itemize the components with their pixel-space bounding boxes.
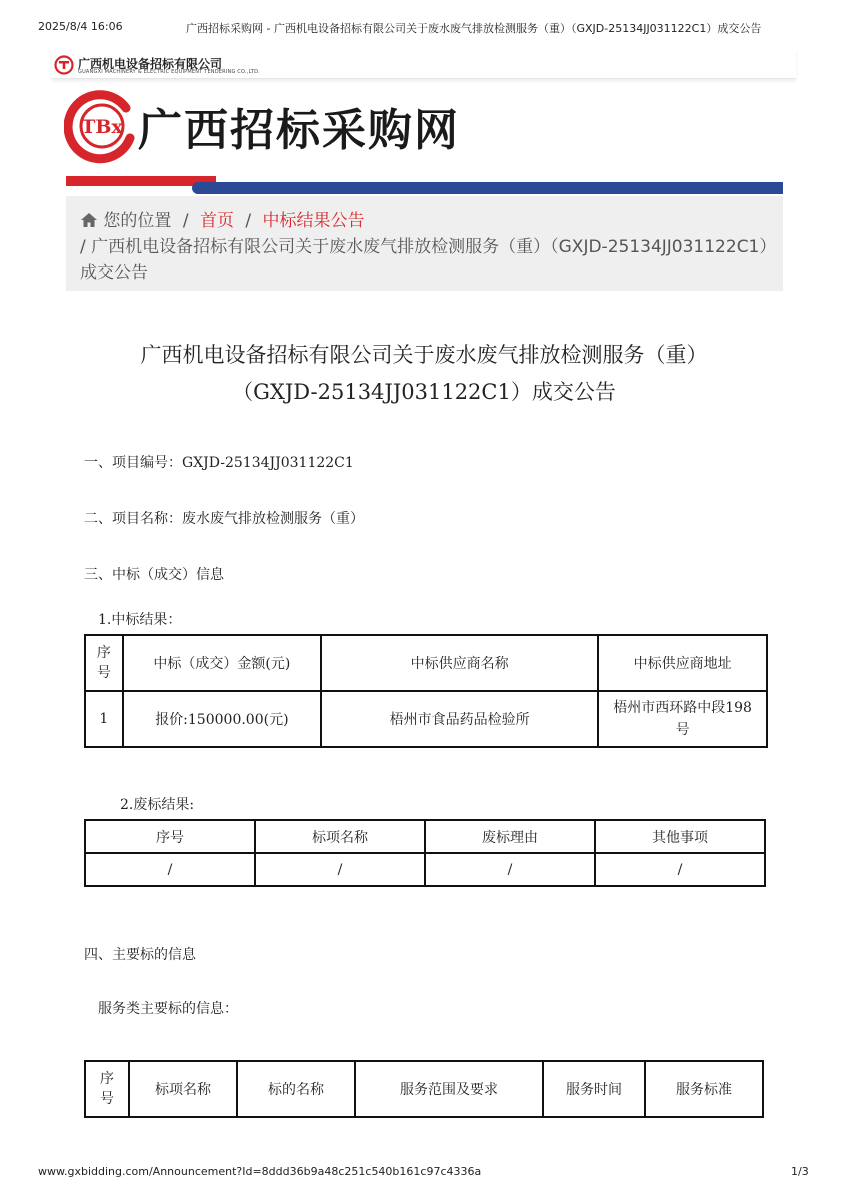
table-header-cell: 标的名称 <box>237 1061 355 1117</box>
void-table <box>84 819 766 887</box>
award-results-label: 1.中标结果： <box>98 612 182 628</box>
table-header-row <box>85 635 767 691</box>
section-project-name: 二、项目名称：废水废气排放检测服务（重） <box>84 511 364 527</box>
table-cell: 报价:150000.00(元) <box>123 691 321 747</box>
table-header-cell: 其他事项 <box>595 820 765 853</box>
table-cell: 梧州市食品药品检验所 <box>321 691 598 747</box>
breadcrumb-label: 您的位置 <box>103 211 172 231</box>
home-icon <box>80 212 98 228</box>
table-header-cell: 序号 <box>85 820 255 853</box>
section-award-info: 三、中标（成交）信息 <box>84 567 224 583</box>
site-title[interactable]: 广西招标采购网 <box>138 105 460 156</box>
article-title-line2: （GXJD-25134JJ031122C1）成交公告 <box>232 380 616 404</box>
table-header-cell: 中标（成交）金额(元) <box>123 635 321 691</box>
company-logo-icon[interactable] <box>54 55 74 75</box>
service-table <box>84 1060 764 1118</box>
breadcrumb-current: / 广西机电设备招标有限公司关于废水废气排放检测服务（重）（GXJD-25134JJ031122C1）成交公告 <box>80 237 768 283</box>
service-subject-label: 服务类主要标的信息： <box>98 1001 238 1017</box>
table-cell: / <box>595 853 765 886</box>
table-row <box>85 691 767 747</box>
breadcrumb-separator: / <box>182 211 189 231</box>
table-header-cell: 中标供应商地址 <box>598 635 767 691</box>
table-header-row <box>85 1061 763 1117</box>
article-title-line1: 广西机电设备招标有限公司关于废水废气排放检测服务（重） <box>140 343 708 367</box>
print-page-number: 1/3 <box>791 1165 809 1178</box>
company-name-en: GUANGXI MACHINERY & ELECTRIC EQUIPMENT TENDERING CO.,LTD. <box>78 69 260 75</box>
print-page-title: 广西招标采购网 - 广西机电设备招标有限公司关于废水废气排放检测服务（重）（GXJD-25134JJ031122C1）成交公告 <box>186 22 762 35</box>
table-row <box>85 853 765 886</box>
table-header-cell: 标项名称 <box>255 820 425 853</box>
table-cell: / <box>425 853 595 886</box>
award-table <box>84 634 768 748</box>
table-cell: / <box>85 853 255 886</box>
article-title <box>60 337 788 411</box>
table-cell: 1 <box>85 691 123 747</box>
table-header-cell: 服务范围及要求 <box>355 1061 543 1117</box>
table-header-cell: 标项名称 <box>129 1061 237 1117</box>
section-main-subject: 四、主要标的信息 <box>84 947 196 963</box>
table-cell: 梧州市西环路中段198号 <box>598 691 767 747</box>
table-header-cell: 中标供应商名称 <box>321 635 598 691</box>
banner-stripe-blue <box>192 182 783 194</box>
table-header-row <box>85 820 765 853</box>
table-header-cell: 服务标准 <box>645 1061 763 1117</box>
table-cell: / <box>255 853 425 886</box>
section-project-number: 一、项目编号：GXJD-25134JJ031122C1 <box>84 455 354 471</box>
breadcrumb-line <box>80 206 365 231</box>
breadcrumb-home-link[interactable]: 首页 <box>199 211 234 231</box>
print-datetime: 2025/8/4 16:06 <box>38 20 123 33</box>
site-logo-icon[interactable] <box>64 88 140 164</box>
breadcrumb-separator: / <box>245 211 252 231</box>
table-header-cell: 废标理由 <box>425 820 595 853</box>
table-header-cell: 服务时间 <box>543 1061 645 1117</box>
breadcrumb-category-link[interactable]: 中标结果公告 <box>262 211 365 231</box>
table-header-cell: 序号 <box>85 1061 129 1117</box>
company-name[interactable]: 广西机电设备招标有限公司 <box>78 57 223 71</box>
site-logo-text: TBx <box>81 116 123 138</box>
table-header-cell: 序号 <box>85 635 123 691</box>
print-url: www.gxbidding.com/Announcement?Id=8ddd36b9a48c251c540b161c97c4336a <box>38 1165 482 1178</box>
void-results-label: 2.废标结果: <box>120 797 195 813</box>
